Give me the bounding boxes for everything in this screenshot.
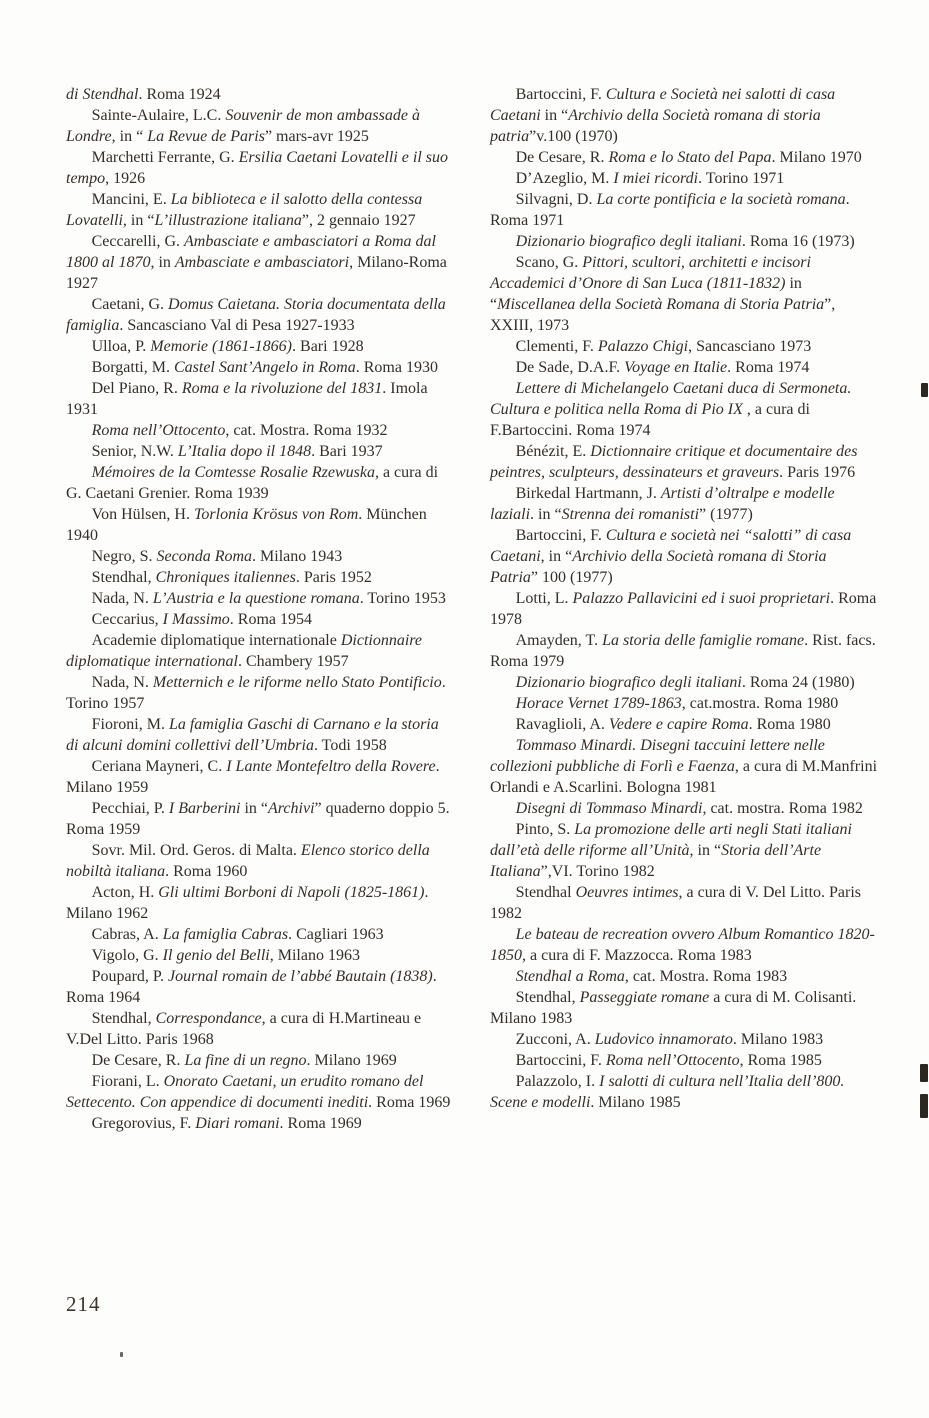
entry-text: . Cagliari 1963 xyxy=(288,926,384,943)
bibliography-entry xyxy=(66,1071,454,1113)
bibliography-entry xyxy=(490,252,878,336)
entry-text: Clementi, F. xyxy=(515,338,598,355)
entry-text: Vigolo, G. xyxy=(91,947,163,964)
entry-title: Lettere di Michelangelo Caetani duca di Sermoneta. Cultura e politica nella Roma di Pio IX xyxy=(490,380,852,418)
entry-title: L’illustrazione italiana xyxy=(154,212,302,229)
bibliography-entry xyxy=(490,1071,878,1113)
entry-title: Tommaso Minardi. Disegni taccuini lettere nelle collezioni pubbliche di Forlì e Faenza xyxy=(490,737,825,775)
bibliography-entry xyxy=(66,1113,454,1134)
entry-text: . Milano 1962 xyxy=(66,884,429,922)
entry-text: , a cura di M.Manfrini Orlandi e A.Scarlini. Bologna 1981 xyxy=(490,758,878,796)
entry-text: . Rist. facs. Roma 1979 xyxy=(490,632,876,670)
entry-text: De Sade, D.A.F. xyxy=(515,359,625,376)
entry-text: . Milano 1943 xyxy=(252,548,343,565)
entry-text: Ceccarelli, G. xyxy=(91,233,184,250)
entry-text: . Roma 16 (1973) xyxy=(741,233,855,250)
entry-title: La storia delle famiglie romane xyxy=(602,632,805,649)
bibliography-entry xyxy=(66,147,454,189)
entry-text: . Milano 1959 xyxy=(66,758,440,796)
entry-text: Nada, N. xyxy=(91,674,153,691)
bibliography-entry xyxy=(66,357,454,378)
bibliography-entry xyxy=(66,840,454,882)
entry-text: . Bari 1928 xyxy=(292,338,364,355)
entry-text: Scano, G. xyxy=(515,254,583,271)
bibliography-entry xyxy=(490,441,878,483)
entry-text: Palazzolo, I. xyxy=(515,1073,600,1090)
entry-text: Stendhal, xyxy=(515,989,580,1006)
bibliography-entry xyxy=(490,588,878,630)
entry-text: . Roma 1924 xyxy=(138,86,221,103)
entry-text: Nada, N. xyxy=(91,590,153,607)
entry-text: . Roma 1980 xyxy=(748,716,831,733)
bibliography-entry xyxy=(490,483,878,525)
entry-text: Ravaglioli, A. xyxy=(515,716,609,733)
entry-title: L’Austria e la questione romana xyxy=(152,590,360,607)
entry-text: in “ xyxy=(240,800,269,817)
bibliography-entry xyxy=(66,966,454,1008)
entry-title: La famiglia Cabras xyxy=(162,926,289,943)
bibliography-entry xyxy=(66,1050,454,1071)
entry-title: Cultura e società nei “salotti” di casa Caetani xyxy=(490,527,852,565)
entry-text: Amayden, T. xyxy=(515,632,603,649)
entry-title: Artisti d’oltralpe e modelle laziali xyxy=(490,485,835,523)
entry-text: , Milano 1963 xyxy=(269,947,360,964)
bibliography-columns xyxy=(66,84,878,1134)
bibliography-entry xyxy=(490,525,878,588)
bibliography-entry xyxy=(490,987,878,1029)
entry-text: in “ xyxy=(490,275,802,313)
entry-text: Pecchiai, P. xyxy=(91,800,169,817)
bibliography-entry xyxy=(490,798,878,819)
page-number: 214 xyxy=(66,1292,101,1316)
entry-text: Lotti, L. xyxy=(515,590,573,607)
entry-title: Dizionario biografico degli italiani xyxy=(515,233,742,250)
bibliography-entry xyxy=(66,420,454,441)
bibliography-entry xyxy=(66,105,454,147)
bibliography-entry xyxy=(66,798,454,840)
entry-title: I Lante Montefeltro della Rovere xyxy=(226,758,436,775)
bibliography-entry xyxy=(66,567,454,588)
entry-title: Palazzo Chigi xyxy=(597,338,689,355)
bibliography-entry xyxy=(490,672,878,693)
entry-text: . Chambery 1957 xyxy=(238,653,349,670)
entry-text: . Torino 1957 xyxy=(66,674,446,712)
entry-title: Archivio della Società romana di Storia Patria xyxy=(490,548,827,586)
bibliography-entry xyxy=(490,924,878,966)
bibliography-entry xyxy=(66,945,454,966)
entry-text: . in “ xyxy=(530,506,562,523)
entry-title: Horace Vernet 1789-1863 xyxy=(515,695,682,712)
bibliography-entry xyxy=(66,504,454,546)
entry-title: I salotti di cultura nell’Italia dell’800. Scene e modelli xyxy=(490,1073,845,1111)
entry-title: Vedere e capire Roma xyxy=(608,716,749,733)
entry-text: ” mars-avr 1925 xyxy=(264,128,369,145)
entry-text: , in “ xyxy=(111,128,148,145)
entry-text: ”v.100 (1970) xyxy=(529,128,618,145)
entry-text: . Roma 24 (1980) xyxy=(741,674,855,691)
entry-text: Bartoccini, F. xyxy=(515,1052,606,1069)
entry-text: Senior, N.W. xyxy=(91,443,178,460)
entry-title: Torlonia Krösus von Rom xyxy=(193,506,359,523)
entry-text: Bénézit, E. xyxy=(515,443,591,460)
entry-text: . Milano 1983 xyxy=(732,1031,824,1048)
entry-text: . Milano 1985 xyxy=(590,1094,681,1111)
entry-text: , cat.mostra. Roma 1980 xyxy=(681,695,839,712)
entry-text: , in xyxy=(150,254,175,271)
entry-text: in “ xyxy=(540,107,569,124)
entry-text: . Paris 1976 xyxy=(779,464,856,481)
bibliography-entry xyxy=(490,819,878,882)
entry-text: ”, 2 gennaio 1927 xyxy=(301,212,416,229)
entry-title: Disegni di Tommaso Minardi xyxy=(515,800,703,817)
entry-text: Stendhal, xyxy=(91,569,156,586)
entry-title: Archivio della Società romana di storia patria xyxy=(490,107,821,145)
entry-text: , a cura di V. Del Litto. Paris 1982 xyxy=(490,884,862,922)
bibliography-entry xyxy=(490,735,878,798)
entry-text: . Roma 1969 xyxy=(279,1115,362,1132)
entry-text: . Roma 1971 xyxy=(490,191,850,229)
entry-title: Ambasciate e ambasciatori xyxy=(174,254,350,271)
entry-text: . Todi 1958 xyxy=(313,737,387,754)
left-column xyxy=(66,84,454,1134)
entry-title: La biblioteca e il salotto della contessa Lovatelli xyxy=(66,191,423,229)
entry-title: La Revue de Paris xyxy=(147,128,265,145)
bibliography-entry xyxy=(66,1008,454,1050)
bibliography-entry xyxy=(490,189,878,231)
entry-text: Stendhal xyxy=(515,884,576,901)
entry-text: Ceccarius, xyxy=(91,611,163,628)
entry-title: I Barberini xyxy=(168,800,241,817)
entry-title: Dizionario biografico degli italiani xyxy=(515,674,742,691)
entry-text: . Roma 1974 xyxy=(727,359,810,376)
bibliography-entry xyxy=(490,168,878,189)
entry-text: . Imola 1931 xyxy=(66,380,428,418)
entry-text: ” (1977) xyxy=(699,506,753,523)
entry-text: Caetani, G. xyxy=(91,296,169,313)
entry-title: Miscellanea della Società Romana di Storia Patria xyxy=(497,296,825,313)
bibliography-entry xyxy=(66,462,454,504)
entry-title: Voyage en Italie xyxy=(624,359,728,376)
bibliography-entry xyxy=(66,588,454,609)
entry-text: a cura di M. Colisanti. Milano 1983 xyxy=(490,989,857,1027)
entry-text: Cabras, A. xyxy=(91,926,163,943)
entry-text: Silvagni, D. xyxy=(515,191,597,208)
entry-title: Cultura e Società nei salotti di casa Caetani xyxy=(490,86,836,124)
entry-title: Roma nell’Ottocento xyxy=(605,1052,740,1069)
entry-title: Onorato Caetani, un erudito romano del Settecento. Con appendice di documenti inediti xyxy=(66,1073,424,1111)
entry-title: La fine di un regno xyxy=(184,1052,307,1069)
bibliography-entry xyxy=(66,378,454,420)
entry-text: De Cesare, R. xyxy=(515,149,609,166)
entry-title: Souvenir de mon ambassade à Londre xyxy=(66,107,420,145)
bibliography-entry xyxy=(490,84,878,147)
entry-text: Bartoccini, F. xyxy=(515,527,606,544)
entry-title: Ersilia Caetani Lovatelli e il suo tempo xyxy=(66,149,448,187)
entry-text: D’Azeglio, M. xyxy=(515,170,614,187)
entry-text: ” 100 (1977) xyxy=(530,569,613,586)
entry-text: Pinto, S. xyxy=(515,821,575,838)
entry-title: Correspondance xyxy=(155,1010,262,1027)
entry-text: . Roma 1978 xyxy=(490,590,877,628)
entry-text: . Roma 1969 xyxy=(368,1094,451,1111)
bibliography-entry xyxy=(490,357,878,378)
scan-artifact xyxy=(920,1064,928,1082)
bibliography-entry xyxy=(490,882,878,924)
bibliography-entry xyxy=(490,630,878,672)
scan-artifact xyxy=(920,1094,928,1118)
bibliography-entry xyxy=(66,336,454,357)
entry-text: , in “ xyxy=(540,548,573,565)
entry-text: , Sancasciano 1973 xyxy=(688,338,812,355)
entry-title: Archivi xyxy=(268,800,315,817)
entry-title: Le bateau de recreation ovvero Album Romantico 1820-1850 xyxy=(490,926,875,964)
entry-text: , in “ xyxy=(689,842,722,859)
entry-title: Domus Caietana. Storia documentata della famiglia xyxy=(66,296,446,334)
entry-text: , cat. Mostra. Roma 1983 xyxy=(624,968,788,985)
entry-title: Strenna dei romanisti xyxy=(561,506,700,523)
entry-title: La promozione delle arti negli Stati italiani dall’età delle riforme all’Unità xyxy=(490,821,852,859)
entry-text: Borgatti, M. xyxy=(91,359,174,376)
entry-title: Roma e la rivoluzione del 1831 xyxy=(181,380,383,397)
bibliography-entry xyxy=(66,882,454,924)
entry-text: . Torino 1953 xyxy=(359,590,446,607)
entry-text: . Roma 1954 xyxy=(229,611,312,628)
entry-text: Acton, H. xyxy=(91,884,159,901)
bibliography-entry xyxy=(66,189,454,231)
entry-title: di Stendhal xyxy=(66,86,139,103)
entry-title: Chroniques italiennes xyxy=(155,569,296,586)
entry-text: Ceriana Mayneri, C. xyxy=(91,758,227,775)
bibliography-entry xyxy=(66,630,454,672)
bibliography-entry xyxy=(66,84,454,105)
entry-title: Memorie (1861-1866) xyxy=(150,338,293,355)
entry-title: Ambasciate e ambasciatori a Roma dal 1800 al 1870 xyxy=(66,233,436,271)
entry-title: Passeggiate romane xyxy=(579,989,710,1006)
bibliography-entry xyxy=(490,1050,878,1071)
entry-title: Elenco storico della nobiltà italiana xyxy=(66,842,430,880)
entry-title: Roma nell’Ottocento xyxy=(91,422,226,439)
entry-text: . Roma 1960 xyxy=(165,863,248,880)
entry-text: , 1926 xyxy=(105,170,146,187)
entry-title: Storia dell’Arte Italiana xyxy=(490,842,822,880)
entry-text: Fioroni, M. xyxy=(91,716,169,733)
scan-artifact xyxy=(921,383,928,397)
entry-title: Journal romain de l’abbé Bautain (1838) xyxy=(168,968,433,985)
scan-artifact xyxy=(120,1352,123,1357)
bibliography-entry xyxy=(66,441,454,462)
bibliography-entry xyxy=(490,1029,878,1050)
entry-text: , Milano-Roma 1927 xyxy=(66,254,447,292)
entry-text: Ulloa, P. xyxy=(91,338,151,355)
entry-text: . Milano 1970 xyxy=(771,149,862,166)
entry-text: , in “ xyxy=(122,212,155,229)
entry-title: L’Italia dopo il 1848 xyxy=(177,443,312,460)
entry-text: Marchetti Ferrante, G. xyxy=(91,149,239,166)
entry-text: De Cesare, R. xyxy=(91,1052,185,1069)
entry-text: . Milano 1969 xyxy=(306,1052,397,1069)
bibliography-entry xyxy=(66,756,454,798)
bibliography-entry xyxy=(66,714,454,756)
entry-title: Palazzo Pallavicini ed i suoi proprietari xyxy=(572,590,831,607)
entry-text: Zucconi, A. xyxy=(515,1031,595,1048)
entry-text: Negro, S. xyxy=(91,548,157,565)
entry-title: Seconda Roma xyxy=(156,548,253,565)
bibliography-entry xyxy=(490,147,878,168)
entry-text: Poupard, P. xyxy=(91,968,169,985)
bibliography-entry xyxy=(66,546,454,567)
bibliography-entry xyxy=(490,693,878,714)
entry-text: . Roma 1930 xyxy=(355,359,438,376)
entry-text: , a cura di G. Caetani Grenier. Roma 1939 xyxy=(66,464,439,502)
entry-text: Stendhal, xyxy=(91,1010,156,1027)
entry-text: ”,VI. Torino 1982 xyxy=(540,863,655,880)
entry-text: . Sancasciano Val di Pesa 1927-1933 xyxy=(119,317,355,334)
entry-text: . Bari 1937 xyxy=(311,443,383,460)
bibliography-entry xyxy=(490,966,878,987)
entry-title: Dictionnaire critique et documentaire des peintres, sculpteurs, dessinateurs et graveurs xyxy=(490,443,858,481)
entry-title: Castel Sant’Angelo in Roma xyxy=(173,359,356,376)
entry-text: , cat. mostra. Roma 1982 xyxy=(702,800,863,817)
entry-title: Il genio del Belli xyxy=(162,947,270,964)
entry-text: Mancini, E. xyxy=(91,191,171,208)
entry-text: . Torino 1971 xyxy=(698,170,785,187)
entry-text: Academie diplomatique internationale xyxy=(91,632,341,649)
entry-text: ” quaderno doppio 5. Roma 1959 xyxy=(66,800,450,838)
entry-text: , Roma 1985 xyxy=(739,1052,822,1069)
entry-title: Diari romani xyxy=(195,1115,280,1132)
entry-text: , cat. Mostra. Roma 1932 xyxy=(225,422,388,439)
entry-title: Dictionnaire diplomatique international xyxy=(66,632,423,670)
entry-text: . München 1940 xyxy=(66,506,427,544)
entry-text: , a cura di H.Martineau e V.Del Litto. Paris 1968 xyxy=(66,1010,422,1048)
entry-title: Roma e lo Stato del Papa xyxy=(608,149,772,166)
entry-title: Mémoires de la Comtesse Rosalie Rzewuska xyxy=(91,464,375,481)
entry-title: Pittori, scultori, architetti e incisori Accademici d’Onore di San Luca (1811-1832) xyxy=(490,254,811,292)
entry-text: Gregorovius, F. xyxy=(91,1115,196,1132)
entry-title: La famiglia Gaschi di Carnano e la storia di alcuni domini collettivi dell’Umbria xyxy=(66,716,439,754)
entry-title: I Massimo xyxy=(162,611,230,628)
entry-title: Metternich e le riforme nello Stato Pontificio xyxy=(152,674,442,691)
bibliography-entry xyxy=(490,336,878,357)
bibliography-entry xyxy=(490,231,878,252)
entry-title: La corte pontificia e la società romana xyxy=(596,191,846,208)
entry-title: I miei ricordi xyxy=(613,170,699,187)
entry-text: . Roma 1964 xyxy=(66,968,437,1006)
bibliography-entry xyxy=(66,924,454,945)
bibliography-entry xyxy=(66,609,454,630)
bibliography-entry xyxy=(490,714,878,735)
bibliography-entry xyxy=(490,378,878,441)
bibliography-entry xyxy=(66,231,454,294)
entry-text: . Paris 1952 xyxy=(295,569,372,586)
bibliography-entry xyxy=(66,672,454,714)
entry-text: Bartoccini, F. xyxy=(515,86,606,103)
entry-title: Oeuvres intimes xyxy=(575,884,679,901)
entry-text: , a cura di F. Mazzocca. Roma 1983 xyxy=(522,947,752,964)
entry-title: Gli ultimi Borboni di Napoli (1825-1861) xyxy=(158,884,425,901)
entry-text: , a cura di F.Bartoccini. Roma 1974 xyxy=(490,401,810,439)
entry-text: Del Piano, R. xyxy=(91,380,182,397)
entry-title: Stendhal a Roma xyxy=(515,968,625,985)
right-column xyxy=(490,84,878,1134)
bibliography-entry xyxy=(66,294,454,336)
entry-text: Fiorani, L. xyxy=(91,1073,164,1090)
entry-text: Sainte-Aulaire, L.C. xyxy=(91,107,226,124)
entry-text: Sovr. Mil. Ord. Geros. di Malta. xyxy=(91,842,301,859)
entry-text: Von Hülsen, H. xyxy=(91,506,194,523)
entry-text: ”, XXIII, 1973 xyxy=(490,296,836,334)
entry-text: Birkedal Hartmann, J. xyxy=(515,485,661,502)
entry-title: Ludovico innamorato xyxy=(594,1031,733,1048)
